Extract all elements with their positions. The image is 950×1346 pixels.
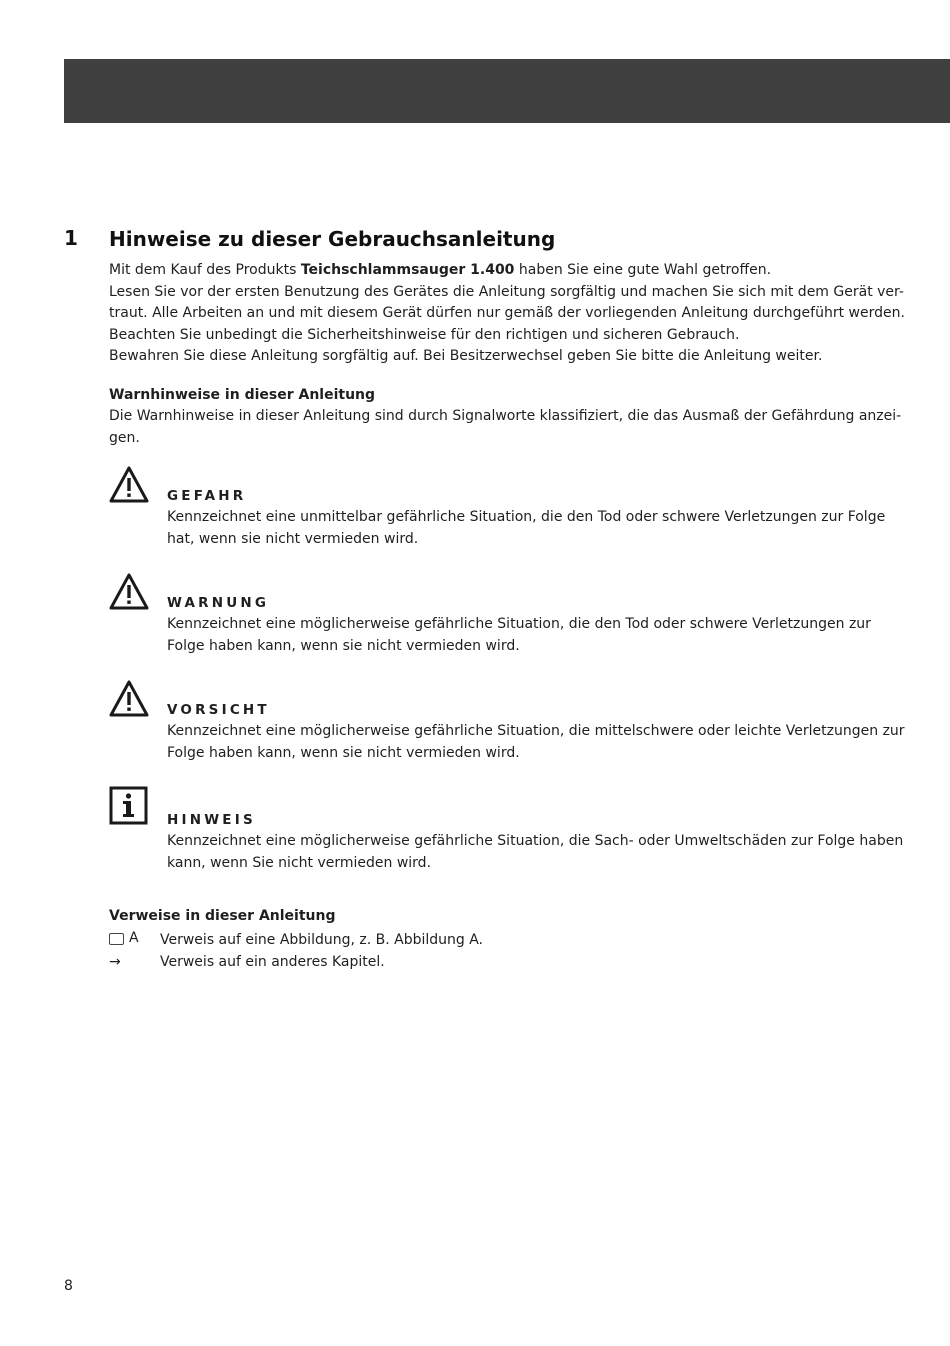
intro-line: Beachten Sie unbedingt die Sicherheitshinweise für den richtigen und sicheren Gebrauch. bbox=[109, 326, 740, 343]
figure-reference-icon bbox=[109, 933, 124, 945]
reference-row-chapter: → Verweis auf ein anderes Kapitel. bbox=[109, 952, 899, 974]
intro-line: traut. Alle Arbeiten an und mit diesem Gerät dürfen nur gemäß der vorliegenden Anleitung durchgeführt werden. bbox=[109, 305, 905, 321]
section-number: 1 bbox=[64, 226, 78, 250]
warning-vorsicht: VORSICHT Kennzeichnet eine möglicherweise gefährliche Situation, die mittelschwere oder leichte Verletzungen zur Folge haben kann, wenn sie nicht vermieden wird. bbox=[109, 679, 899, 764]
warning-triangle-icon bbox=[109, 679, 149, 719]
warning-hinweis: HINWEIS Kennzeichnet eine möglicherweise gefährliche Situation, die Sach- oder Umweltschäden zur Folge haben kann, wenn Sie nicht vermieden wird. bbox=[109, 786, 899, 874]
warning-triangle-icon bbox=[109, 465, 149, 505]
signal-word-gefahr: GEFAHR bbox=[167, 488, 247, 504]
product-name: Teichschlammsauger 1.400 bbox=[300, 262, 515, 278]
arrow-right-icon: → bbox=[109, 953, 121, 970]
main-content bbox=[109, 260, 905, 973]
intro-line: Bewahren Sie diese Anleitung sorgfältig auf. Bei Besitzerwechsel geben Sie bitte die Anleitung weiter. bbox=[109, 348, 823, 364]
warning-gefahr: GEFAHR Kennzeichnet eine unmittelbar gefährliche Situation, die den Tod oder schwere Verletzungen zur Folge hat, wenn sie nicht vermieden wird. bbox=[109, 465, 899, 550]
page-number: 8 bbox=[64, 1278, 73, 1294]
info-icon bbox=[109, 786, 149, 826]
reference-row-figure: A Verweis auf eine Abbildung, z. B. Abbildung A. bbox=[109, 928, 899, 952]
signal-word-warnung: WARNUNG bbox=[167, 595, 270, 611]
warnings-heading: Warnhinweise in dieser Anleitung bbox=[109, 386, 376, 403]
intro-line-1: Mit dem Kauf des Produkts Teichschlammsauger 1.400 haben Sie eine gute Wahl getroffen. bbox=[109, 262, 772, 278]
header-bar bbox=[64, 59, 950, 123]
section-title: Hinweise zu dieser Gebrauchsanleitung bbox=[109, 227, 556, 251]
intro-line: Lesen Sie vor der ersten Benutzung des Gerätes die Anleitung sorgfältig und machen Sie sich mit dem Gerät ver- bbox=[109, 283, 904, 300]
intro-paragraph bbox=[109, 260, 905, 368]
warning-triangle-icon bbox=[109, 572, 149, 612]
references-heading: Verweise in dieser Anleitung bbox=[109, 908, 336, 924]
warning-warnung: WARNUNG Kennzeichnet eine möglicherweise gefährliche Situation, die den Tod oder schwere Verletzungen zur Folge haben kann, wenn sie nicht vermieden wird. bbox=[109, 572, 899, 657]
signal-word-hinweis: HINWEIS bbox=[167, 812, 256, 828]
signal-word-vorsicht: VORSICHT bbox=[167, 702, 270, 718]
warnings-description: Die Warnhinweise in dieser Anleitung sind durch Signalworte klassifiziert, die das Ausmaß der Gefährdung anzei- gen. bbox=[109, 408, 902, 446]
